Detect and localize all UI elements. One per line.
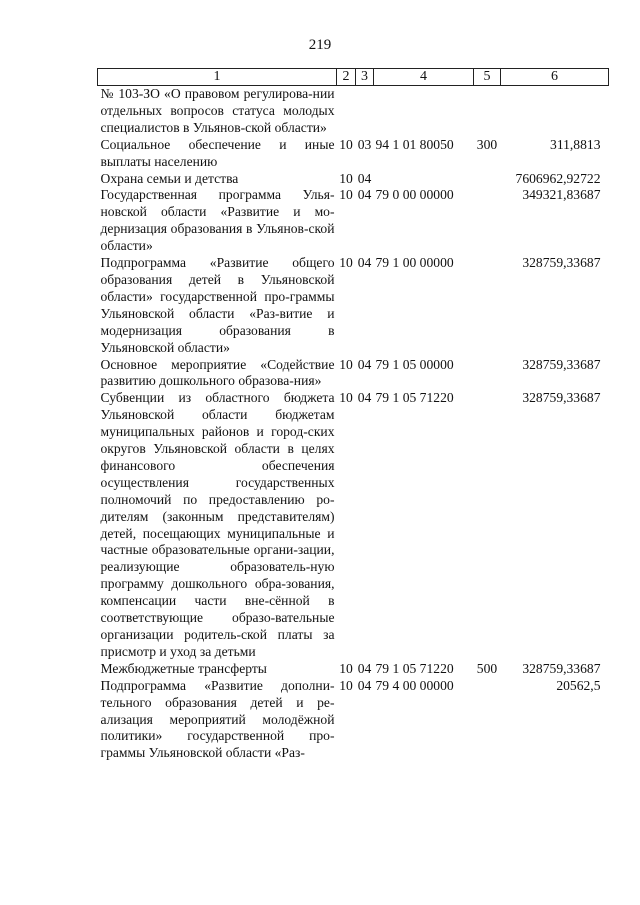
table-row (98, 171, 609, 188)
row-target-code: 79 1 05 71220 (375, 660, 454, 676)
row-amount: 20562,5 (556, 677, 601, 693)
row-amount: 328759,33687 (522, 390, 601, 406)
table-row (98, 678, 609, 763)
row-subsection: 04 (357, 255, 372, 271)
column-header: 1 (98, 69, 337, 86)
row-expense-type (474, 678, 501, 763)
row-section: 10 (339, 356, 353, 372)
row-subsection: 04 (357, 390, 372, 406)
row-section: 10 (339, 255, 353, 271)
row-subsection: 04 (357, 660, 372, 676)
row-subsection: 03 (357, 136, 372, 152)
row-section: 10 (339, 390, 353, 406)
row-expense-type (474, 171, 501, 188)
row-name: Подпрограмма «Развитие дополни-тельного образования детей и ре-ализация мероприятий молодёжной политики» государственной про-граммы Ульяновской области «Раз- (100, 677, 335, 761)
row-target-code: 79 1 05 71220 (375, 390, 454, 406)
table-row (98, 390, 609, 661)
row-section: 10 (339, 187, 353, 203)
row-target-code: 79 1 00 00000 (375, 255, 454, 271)
row-name: № 103-ЗО «О правовом регулирова-нии отдельных вопросов статуса молодых специалистов в Ульянов-ской области» (100, 86, 335, 135)
table-row (98, 187, 609, 255)
row-expense-type (474, 390, 501, 661)
row-subsection: 04 (357, 356, 372, 372)
row-amount: 328759,33687 (522, 356, 601, 372)
row-expense-type (474, 187, 501, 255)
row-amount: 7606962,92722 (515, 170, 601, 186)
row-section (337, 86, 356, 137)
row-subsection (356, 86, 374, 137)
row-expense-type (474, 86, 501, 137)
column-header: 6 (501, 69, 609, 86)
table-row (98, 137, 609, 171)
table-row (98, 661, 609, 678)
page-number: 219 (308, 37, 332, 53)
row-section: 10 (339, 660, 353, 676)
row-target-code: 79 4 00 00000 (375, 677, 454, 693)
row-name: Охрана семьи и детства (100, 170, 239, 186)
row-name: Основное мероприятие «Содействие развитию дошкольного образова-ния» (100, 356, 335, 389)
row-subsection: 04 (357, 170, 372, 186)
row-amount: 311,8813 (550, 136, 601, 152)
row-subsection: 04 (357, 187, 372, 203)
row-target-code: 79 1 05 00000 (375, 356, 454, 372)
row-name: Государственная программа Улья-новской области «Развитие и мо-дернизация образования в Ульянов-ской области» (100, 187, 335, 254)
row-name: Субвенции из областного бюджета Ульяновской области бюджетам муниципальных районов и город-ских округов Ульяновской области в целях финансового обеспечения осуществления государственных полномочий по предоставлению ро-дителям (законным представителям) детей, посещающих муниципальные и частные образовательные органи-зации, реализующие образователь-ную программу дошкольного обра-зования, компенсации части вне-сённой в соответствующие образо-вательные организации родитель-ской платы за присмотр и уход за детьми (100, 390, 335, 659)
row-target-code (374, 86, 474, 137)
column-header: 5 (474, 69, 501, 86)
table-row (98, 357, 609, 391)
column-header: 2 (337, 69, 356, 86)
row-section: 10 (339, 677, 353, 693)
row-section: 10 (339, 136, 353, 152)
row-subsection: 04 (357, 677, 372, 693)
row-target-code (374, 171, 474, 188)
row-section: 10 (339, 170, 353, 186)
row-target-code: 79 0 00 00000 (375, 187, 454, 203)
row-amount: 328759,33687 (522, 255, 601, 271)
row-expense-type (474, 255, 501, 356)
row-expense-type (474, 357, 501, 391)
row-expense-type: 500 (476, 660, 498, 676)
row-name: Подпрограмма «Развитие общего образования детей в Ульяновской области» государственной про-граммы Ульяновской области «Раз-витие и модернизация образования в Ульяновской области» (100, 255, 335, 355)
budget-table (97, 68, 609, 762)
column-header: 3 (356, 69, 374, 86)
row-amount: 328759,33687 (522, 660, 601, 676)
row-target-code: 94 1 01 80050 (375, 136, 454, 152)
column-header-row (98, 69, 609, 86)
row-name: Социальное обеспечение и иные выплаты населению (100, 136, 335, 169)
row-name: Межбюджетные трансферты (100, 660, 267, 676)
table-row (98, 255, 609, 356)
row-amount (501, 86, 609, 137)
column-header: 4 (374, 69, 474, 86)
row-amount: 349321,83687 (522, 187, 601, 203)
table-row (98, 86, 609, 137)
row-expense-type: 300 (476, 136, 498, 152)
